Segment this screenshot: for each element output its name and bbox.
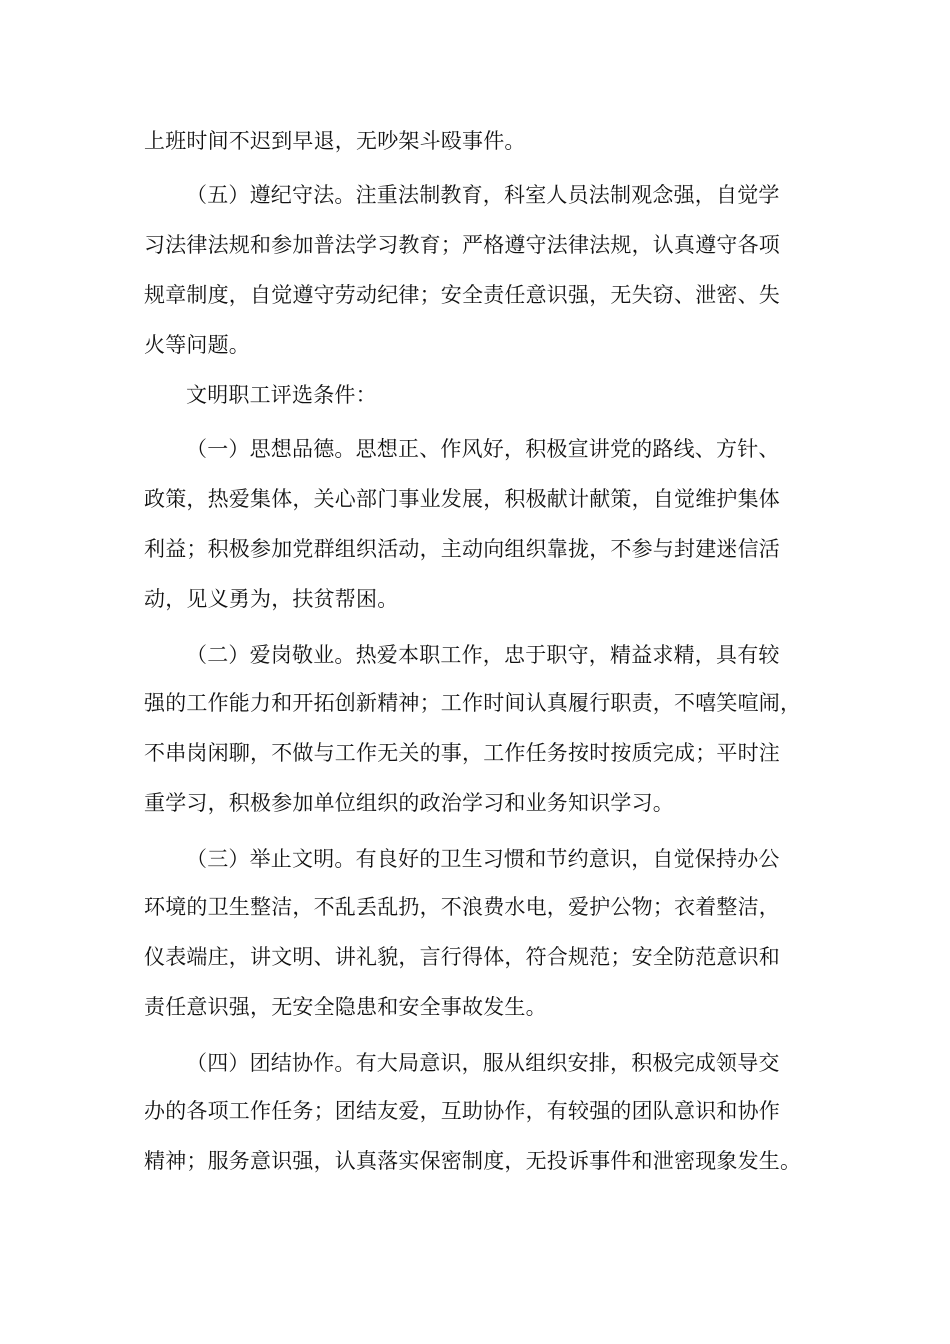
text-line: 动，见义勇为，扶贫帮困。 — [144, 587, 399, 611]
paragraph-first-line: （五）遵纪守法。注重法制教育，科室人员法制观念强，自觉学 — [186, 183, 780, 207]
section-heading: 文明职工评选条件： — [186, 383, 377, 407]
text-line: 利益；积极参加党群组织活动，主动向组织靠拢，不参与封建迷信活 — [144, 537, 780, 561]
paragraph-first-line: （四）团结协作。有大局意识，服从组织安排，积极完成领导交 — [186, 1051, 780, 1075]
paragraph-first-line: （二）爱岗敬业。热爱本职工作，忠于职守，精益求精，具有较 — [186, 643, 780, 667]
text-line: 环境的卫生整洁，不乱丢乱扔，不浪费水电，爱护公物；衣着整洁， — [144, 895, 780, 919]
text-line: 仪表端庄，讲文明、讲礼貌，言行得体，符合规范；安全防范意识和 — [144, 945, 780, 969]
text-line: 精神；服务意识强，认真落实保密制度，无投诉事件和泄密现象发生。 — [144, 1149, 802, 1173]
text-line: 重学习，积极参加单位组织的政治学习和业务知识学习。 — [144, 791, 674, 815]
text-line: 不串岗闲聊，不做与工作无关的事，工作任务按时按质完成；平时注 — [144, 741, 780, 765]
text-line: 强的工作能力和开拓创新精神；工作时间认真履行职责，不嘻笑喧闹， — [144, 691, 802, 715]
paragraph-first-line: （三）举止文明。有良好的卫生习惯和节约意识，自觉保持办公 — [186, 847, 780, 871]
text-line: 火等问题。 — [144, 333, 250, 357]
text-line: 规章制度，自觉遵守劳动纪律；安全责任意识强，无失窃、泄密、失 — [144, 283, 780, 307]
text-line: 上班时间不迟到早退，无吵架斗殴事件。 — [144, 129, 526, 153]
text-line: 习法律法规和参加普法学习教育；严格遵守法律法规，认真遵守各项 — [144, 233, 780, 257]
text-line: 办的各项工作任务；团结友爱，互助协作，有较强的团队意识和协作 — [144, 1099, 780, 1123]
text-line: 政策，热爱集体，关心部门事业发展，积极献计献策，自觉维护集体 — [144, 487, 780, 511]
text-line: 责任意识强，无安全隐患和安全事故发生。 — [144, 995, 547, 1019]
paragraph-first-line: （一）思想品德。思想正、作风好，积极宣讲党的路线、方针、 — [186, 437, 780, 461]
